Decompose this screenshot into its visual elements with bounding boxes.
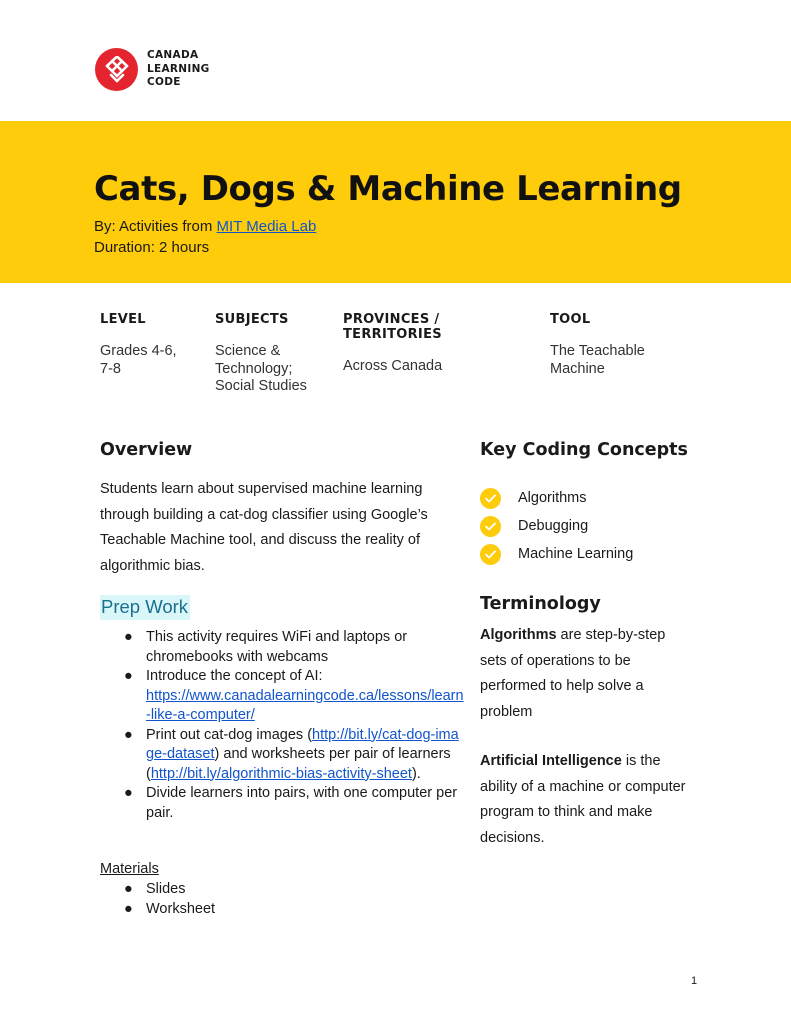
list-item-text: Debugging xyxy=(518,518,589,534)
meta-heading: LEVEL xyxy=(100,312,146,327)
list-item xyxy=(100,784,466,823)
logo-line: CODE xyxy=(147,76,181,89)
mit-media-lab-link[interactable]: MIT Media Lab xyxy=(216,218,317,235)
list-item-text: Print out cat-dog images ( xyxy=(146,726,313,743)
logo xyxy=(95,48,210,91)
title-banner xyxy=(0,121,791,283)
key-concepts-heading: Key Coding Concepts xyxy=(480,440,688,460)
materials-list xyxy=(100,880,400,919)
duration: Duration: 2 hours xyxy=(94,239,210,256)
list-item-text: Divide learners into pairs, with one computer per pair. xyxy=(146,785,458,821)
list-item xyxy=(480,484,633,512)
list-item-text: Machine Learning xyxy=(518,546,634,562)
list-item-text: ) and worksheets per pair of learners ( xyxy=(146,746,451,782)
meta-value-text: Science & Technology; Social Studies xyxy=(215,343,307,394)
list-item xyxy=(100,628,466,667)
meta-value xyxy=(215,343,340,396)
list-item xyxy=(480,540,633,568)
author-line xyxy=(94,216,316,237)
meta-level xyxy=(100,312,210,378)
meta-value xyxy=(550,343,690,378)
list-item-text: Algorithms xyxy=(518,490,587,506)
meta-subjects xyxy=(215,312,340,396)
meta-value xyxy=(100,343,210,378)
meta-heading: SUBJECTS xyxy=(215,312,289,327)
page-number: 1 xyxy=(691,975,698,987)
byline xyxy=(94,216,316,258)
bullet-icon: ● xyxy=(124,668,133,684)
list-item xyxy=(100,667,466,726)
bullet-icon: ● xyxy=(124,726,133,743)
term-name: Algorithms xyxy=(480,627,557,643)
materials-label: Materials xyxy=(100,861,159,877)
term-definition: are step-by-step sets of operations to be performed to help solve a problem xyxy=(480,627,666,720)
meta-provinces xyxy=(343,312,543,376)
term-algorithms xyxy=(480,623,695,725)
check-icon xyxy=(480,544,501,565)
list-item-text: ). xyxy=(411,765,421,782)
bullet-icon: ● xyxy=(124,785,133,801)
list-item-text: This activity requires WiFi and laptops or chromebooks with webcams xyxy=(146,629,408,665)
list-item xyxy=(100,900,400,920)
check-icon xyxy=(480,516,501,537)
term-definition: is the ability of a machine or computer program to think and make decisions. xyxy=(480,753,686,846)
meta-value xyxy=(343,358,543,376)
prep-work-list xyxy=(100,628,466,823)
learn-like-a-computer-link[interactable]: https://www.canadalearningcode.ca/lessons/learn-like-a-computer/ xyxy=(146,687,464,723)
bullet-icon: ● xyxy=(124,881,133,897)
logo-line: LEARNING xyxy=(147,62,210,75)
bullet-icon: ● xyxy=(124,900,133,917)
term-artificial-intelligence xyxy=(480,749,695,851)
key-concepts-list xyxy=(480,484,633,568)
meta-tool xyxy=(550,312,690,378)
meta-heading: TOOL xyxy=(550,312,591,327)
list-item xyxy=(100,880,400,900)
meta-value-text: The Teachable Machine xyxy=(550,343,645,377)
page-title: Cats, Dogs & Machine Learning xyxy=(94,169,682,209)
list-item-text: Introduce the concept of AI: xyxy=(146,668,323,684)
bullet-icon: ● xyxy=(124,629,133,645)
author-prefix: By: Activities from xyxy=(94,218,217,235)
check-icon xyxy=(480,488,501,509)
list-item-text: Slides xyxy=(146,881,186,897)
meta-value-text: Grades 4-6, 7-8 xyxy=(100,343,177,377)
term-name: Artificial Intelligence xyxy=(480,753,622,769)
meta-heading: PROVINCES / TERRITORIES xyxy=(343,312,442,342)
list-item-text: Worksheet xyxy=(146,900,216,917)
overview-heading: Overview xyxy=(100,440,193,460)
list-item xyxy=(100,726,466,785)
logo-mark-icon xyxy=(95,48,138,91)
logo-line: CANADA xyxy=(147,49,199,62)
logo-wordmark xyxy=(147,49,210,90)
overview-text: Students learn about supervised machine learning through building a cat-dog classifier using Google’s Teachable Machine tool, and discuss the reality of algorithmic bias. xyxy=(100,481,428,574)
activity-sheet-link[interactable]: http://bit.ly/algorithmic-bias-activity-sheet xyxy=(150,765,412,782)
prep-work-heading: Prep Work xyxy=(100,595,190,620)
list-item xyxy=(480,512,633,540)
cat-dog-dataset-link[interactable]: http://bit.ly/cat-dog-image-dataset xyxy=(146,726,459,762)
terminology-heading: Terminology xyxy=(480,594,601,614)
meta-value-text: Across Canada xyxy=(343,358,443,374)
